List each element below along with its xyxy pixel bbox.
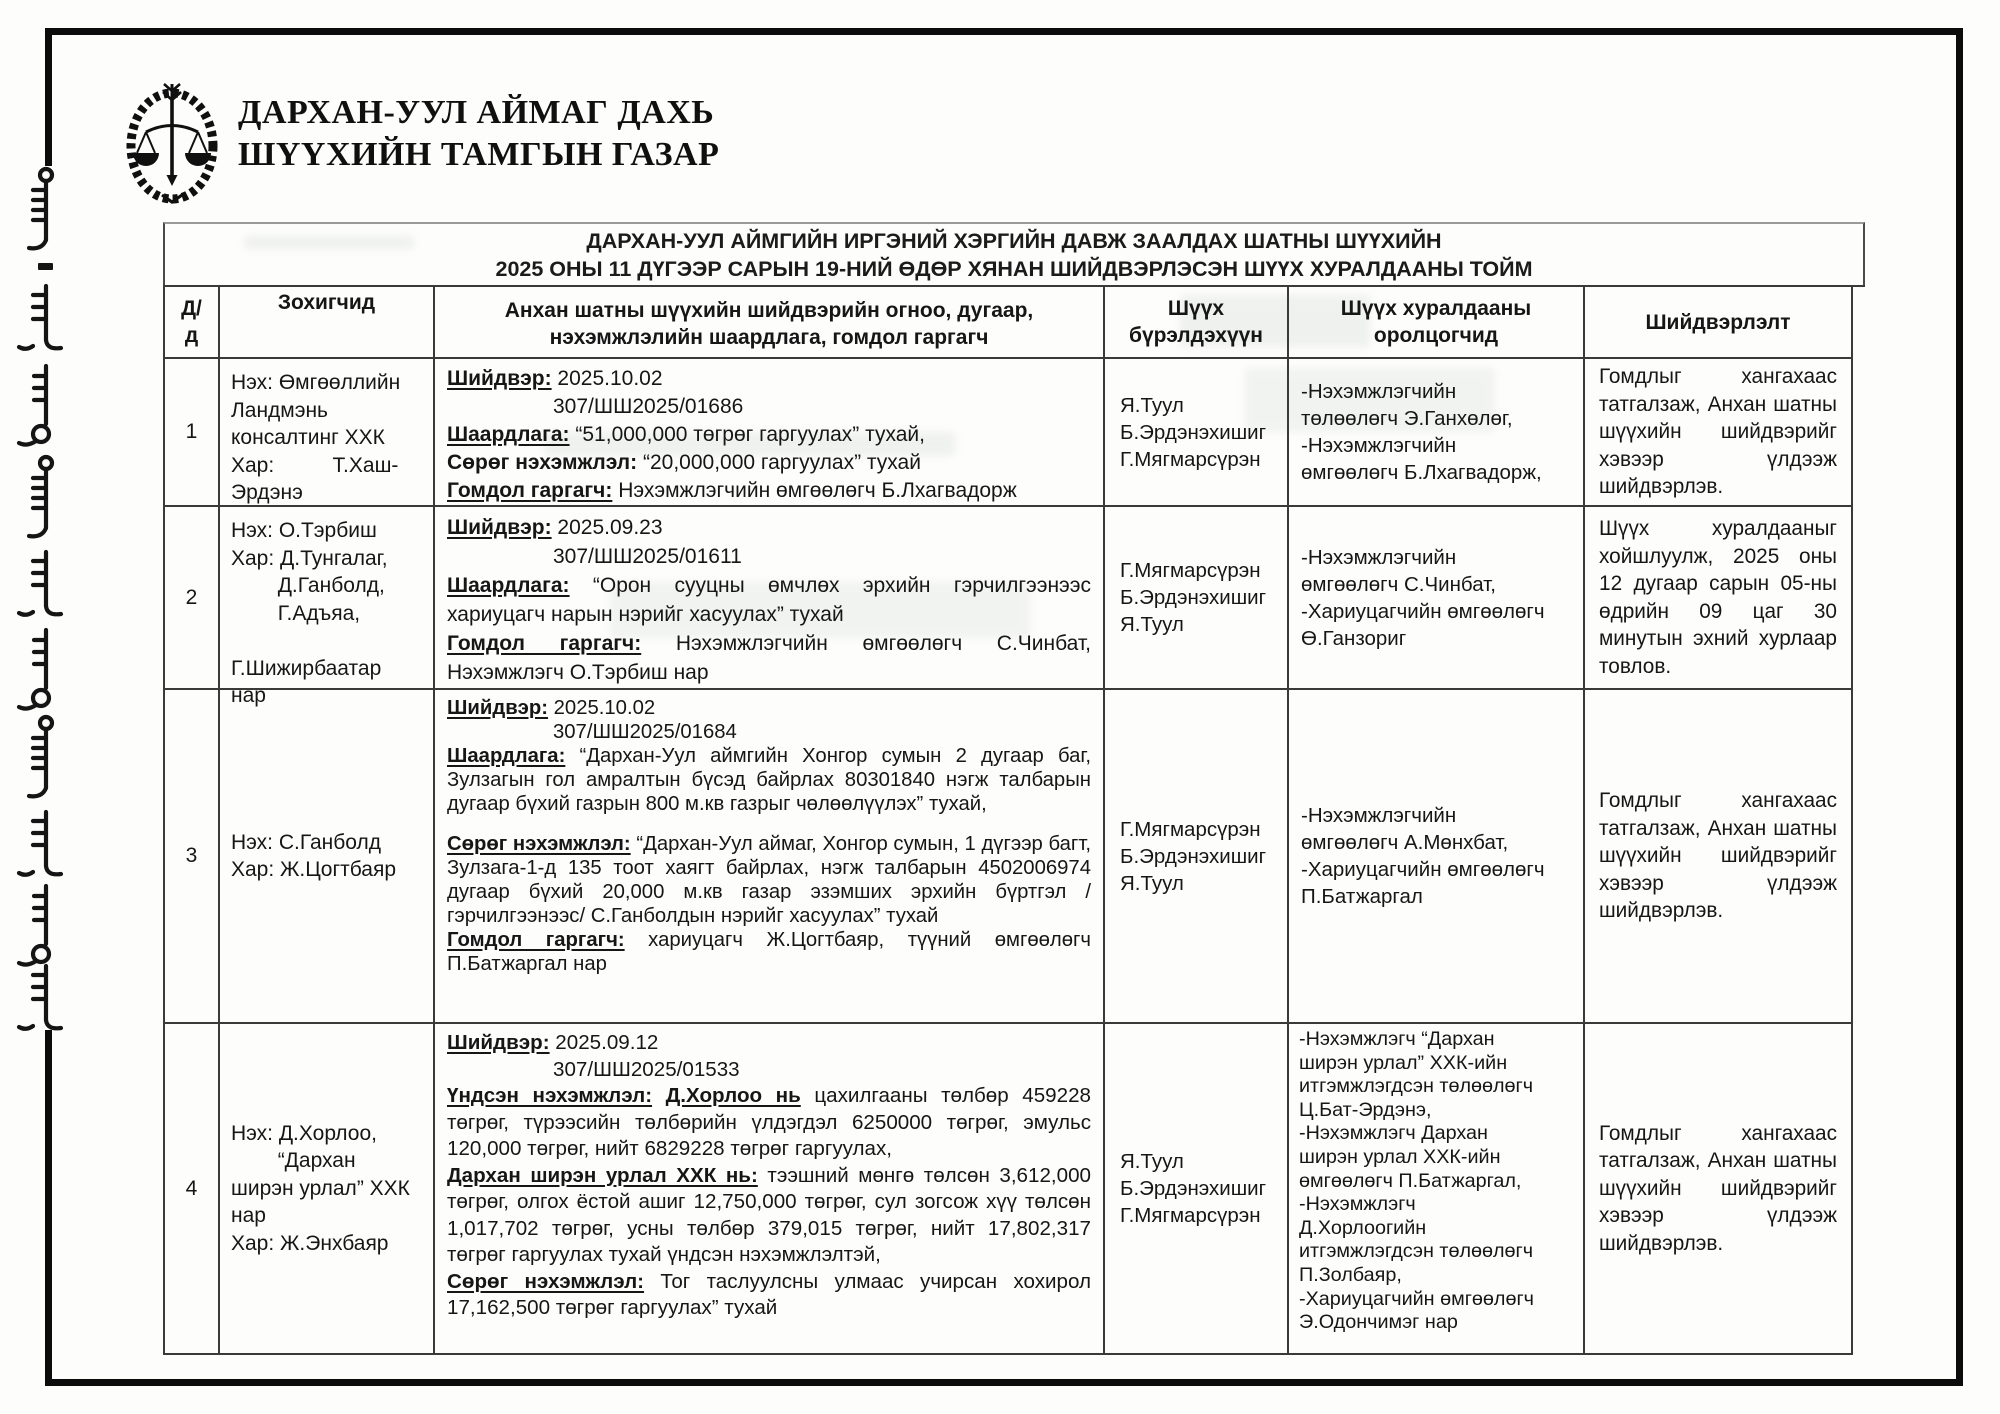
parties-cell-text: Нэх: Өмгөөллийн Ландмэнь консалтинг ХХК Хар: Т.Хаш- Эрдэнэ (231, 371, 401, 504)
resolution-cell-text: Гомдлыг хангахаас татгалзаж, Анхан шатны шүүхийн шийдвэрийг хэвээр үлдээж шийдвэрлэв. (1599, 365, 1837, 499)
text-segment: цахилгааны төлбөр 459228 төгрөг, түрээсийн төлбөрийн үлдэгдэл 6250000 төгрөг, эмульс 120,000 төгрөг, нийт 6829228 төгрөг гаргуулах, (447, 1084, 1091, 1160)
table-title-line2: 2025 ОНЫ 11 ДҮГЭЭР САРЫН 19-НИЙ ӨДӨР ХЯНАН ШИЙДВЭРЛЭСЭН ШҮҮХ ХУРАЛДААНЫ ТОЙМ (495, 256, 1533, 281)
row-number-text: 2 (185, 585, 198, 609)
col-header-decision: Анхан шатны шүүхийн шийдвэрийн огноо, дугаар, нэхэмжлэлийн шаардлага, гомдол гаргагч (435, 287, 1105, 359)
row-number (165, 690, 220, 1024)
decision-line (447, 629, 1091, 687)
resolution-cell-text: Гомдлыг хангахаас татгалзаж, Анхан шатны шүүхийн шийдвэрийг хэвээр үлдээж шийдвэрлэв. (1599, 1121, 1837, 1255)
row-number (165, 359, 220, 507)
decision-cell (435, 359, 1105, 507)
text-segment: 307/ШШ2025/01611 (553, 545, 742, 568)
participants-cell-text: -Нэхэмжлэгчийн төлөөлөгч Э.Ганхөлөг, -Нэхэмжлэгчийн өмгөөлөгч Б.Лхагвадорж, (1301, 380, 1542, 484)
panel-cell (1105, 1024, 1289, 1355)
organization-name (238, 92, 719, 176)
parties-cell (220, 690, 435, 1024)
text-segment: “20,000,000 гаргуулах” тухай (637, 451, 921, 474)
parties-cell-text: Нэх: Д.Хорлоо, “Дархан ширэн урлал” ХХК нар Хар: Ж.Энхбаяр (231, 1121, 410, 1255)
text-segment: Шийдвэр: (447, 697, 549, 719)
text-segment: 307/ШШ2025/01686 (553, 395, 744, 418)
decision-line (447, 1269, 1091, 1322)
decision-line (447, 513, 1091, 542)
decision-line (447, 928, 1091, 976)
text-segment: Тог таслуулсны улмаас учирсан хохирол 17,162,500 төгрөг гаргуулах” тухай (447, 1269, 1092, 1319)
decision-line (447, 365, 1091, 393)
resolution-cell-text: Гомдлыг хангахаас татгалзаж, Анхан шатны шүүхийн шийдвэрийг хэвээр үлдээж шийдвэрлэв. (1599, 789, 1837, 923)
decision-line (447, 720, 1091, 744)
table-title-line1: ДАРХАН-УУЛ АЙМГИЙН ИРГЭНИЙ ХЭРГИЙН ДАВЖ ЗААЛДАХ ШАТНЫ ШҮҮХИЙН (586, 228, 1442, 253)
resolution-cell (1585, 359, 1853, 507)
text-segment: 2025.10.02 (548, 697, 656, 719)
text-segment: Гомдол гаргагч: (447, 632, 642, 655)
text-segment: Сөрөг нэхэмжлэл: (447, 1269, 645, 1293)
resolution-cell (1585, 507, 1853, 690)
text-segment: Шийдвэр: (447, 1031, 550, 1054)
row-number-text: 4 (185, 1176, 198, 1200)
decision-line (447, 832, 1091, 928)
text-segment: Шийдвэр: (447, 367, 552, 390)
row-number (165, 507, 220, 690)
resolution-cell-text: Шүүх хуралдааныг хойшлуулж, 2025 оны 12 дугаар сарын 05-ны өдрийн 09 цаг 30 минутын эхний хурлаар товлов. (1599, 517, 1837, 678)
decision-line (447, 542, 1091, 571)
panel-cell-text: Г.Мягмарсүрэн Б.Эрдэнэхишиг Я.Туул (1120, 559, 1267, 636)
col-header-parties: Зохигчид (220, 287, 435, 359)
panel-cell (1105, 690, 1289, 1024)
resolution-cell (1585, 690, 1853, 1024)
decision-cell (435, 507, 1105, 690)
decision-line (447, 1057, 1091, 1084)
parties-cell (220, 1024, 435, 1355)
parties-cell-text: Нэх: С.Ганболд Хар: Ж.Цогтбаяр (231, 830, 397, 881)
text-segment: “Орон сууцны өмчлөх эрхийн гэрчилгээнээс хариуцагч нарын нэрийг хасуулах” тухай (447, 574, 1091, 626)
decision-cell (435, 690, 1105, 1024)
text-segment: хариуцагч Ж.Цогтбаяр, түүний өмгөөлөгч П.Батжаргал нар (447, 929, 1091, 975)
col-header-number: Д/ д (165, 287, 220, 359)
panel-cell (1105, 359, 1289, 507)
text-segment: Шаардлага: (447, 423, 570, 446)
text-segment: 2025.10.02 (551, 367, 663, 390)
text-segment: “51,000,000 төгрөг гаргуулах” тухай, (569, 423, 925, 446)
org-name-line2: ШҮҮХИЙН ТАМГЫН ГАЗАР (238, 136, 720, 173)
text-segment: Дархан ширэн урлал ХХК нь: (447, 1163, 758, 1187)
decision-line (447, 1083, 1091, 1163)
text-segment: Үндсэн нэхэмжлэл: (447, 1084, 653, 1107)
col-header-panel: Шүүх бүрэлдэхүүн (1105, 287, 1289, 359)
text-segment: Шийдвэр: (447, 516, 552, 539)
text-segment: Нэхэмжлэгчийн өмгөөлөгч С.Чинбат, Нэхэмжлэгч О.Тэрбиш нар (447, 632, 1091, 684)
decision-line (447, 477, 1091, 505)
table-title (163, 222, 1865, 285)
row-number-text: 1 (185, 420, 198, 443)
row-number-text: 3 (185, 844, 198, 867)
court-logo-scales-icon (124, 78, 220, 206)
panel-cell-text: Г.Мягмарсүрэн Б.Эрдэнэхишиг Я.Туул (1120, 817, 1267, 895)
text-segment: Сөрөг нэхэмжлэл: (447, 451, 638, 474)
col-header-participants: Шүүх хуралдааны оролцогчид (1289, 287, 1585, 359)
decision-line (447, 1030, 1091, 1057)
parties-cell (220, 507, 435, 707)
text-segment: Шаардлага: (447, 574, 570, 597)
resolution-cell (1585, 1024, 1853, 1355)
text-segment: тээшний мөнгө төлсөн 3,612,000 төгрөг, олгох ёстой ашиг 12,750,000 төгрөг, сул зогсож хүү төлсөн 1,017,702 төгрөг, усны төлбөр 379,015 төгрөг, нийт 17,802,317 төгрөг гаргуулах тухай үндсэн нэхэмжлэлтэй, (447, 1163, 1091, 1266)
panel-cell-text: Я.Туул Б.Эрдэнэхишиг Г.Мягмарсүрэн (1120, 393, 1267, 471)
parties-cell (220, 359, 435, 507)
text-segment: “Дархан-Уул аймгийн Хонгор сумын 2 дугаар баг, Зулзагын гол амралтын бүсэд байрлах 80301840 нэгж талбарын дугаар бүхий газрын 800 м.кв газрыг чөлөөлүүлэх” тухай, (447, 745, 1091, 815)
text-segment: Д.Хорлоо нь (665, 1084, 801, 1107)
text-segment: Сөрөг нэхэмжлэл: (447, 833, 631, 855)
text-segment: Гомдол гаргагч: (447, 479, 613, 502)
participants-cell-text: -Нэхэмжлэгч “Дархан ширэн урлал” ХХК-ийн итгэмжлэгдсэн төлөөлөгч Ц.Бат-Эрдэнэ, -Нэхэмжлэгч Дархан ширэн урлал ХХК-ийн өмгөөлөгч П.Батжаргал, -Нэхэмжлэгч Д.Хорлоогийн итгэмжлэгдсэн төлөөлөгч П.Золбаяр, -Хариуцагчийн өмгөөлөгч Э.Одончимэг нар (1299, 1028, 1534, 1334)
decision-line (447, 1163, 1091, 1269)
participants-cell (1289, 690, 1585, 1024)
org-name-line1: ДАРХАН-УУЛ АЙМАГ ДАХЬ (238, 94, 715, 131)
panel-cell-text: Я.Туул Б.Эрдэнэхишиг Г.Мягмарсүрэн (1120, 1150, 1267, 1227)
participants-cell (1289, 507, 1585, 690)
court-hearing-summary-table (163, 222, 1865, 1355)
decision-line (447, 393, 1091, 421)
text-segment: Нэхэмжлэгчийн өмгөөлөгч Б.Лхагвадорж (612, 479, 1017, 502)
mongolian-vertical-script-decoration (8, 166, 86, 1034)
text-segment: Гомдол гаргагч: (447, 929, 625, 951)
text-segment: 2025.09.23 (551, 516, 663, 539)
decision-line (447, 744, 1091, 816)
participants-cell-text: -Нэхэмжлэгчийн өмгөөлөгч А.Мөнхбат, -Хариуцагчийн өмгөөлөгч П.Батжаргал (1301, 804, 1545, 908)
text-segment: 307/ШШ2025/01684 (553, 721, 737, 743)
text-segment: 2025.09.12 (549, 1031, 659, 1054)
participants-cell-text: -Нэхэмжлэгчийн өмгөөлөгч С.Чинбат, -Хариуцагчийн өмгөөлөгч Ө.Ганзориг (1301, 545, 1545, 650)
text-segment: “Дархан-Уул аймаг, Хонгор сумын, 1 дүгээр багт, Зулзага-1-д 135 тоот хаягт байрлах, нэгж талбарын 4502006974 дугаар бүхий 20,000 м.кв газар эзэмших эрхийн бүртгэл /гэрчилгээнээс/ С.Ганболдын нэрийг хасуулах” тухай (447, 833, 1091, 927)
participants-cell (1289, 359, 1585, 507)
decision-cell (435, 1024, 1105, 1355)
table-grid (163, 285, 1865, 1355)
text-segment: 307/ШШ2025/01533 (553, 1057, 740, 1081)
decision-line (447, 571, 1091, 629)
row-number (165, 1024, 220, 1355)
decision-line (447, 449, 1091, 477)
blank-line (447, 816, 1091, 832)
parties-cell-text: Нэх: О.Тэрбиш Хар: Д.Тунгалаг, Д.Ганболд, Г.Адъяа, Г.Шижирбаатар нар (231, 519, 388, 707)
text-segment: Шаардлага: (447, 745, 566, 767)
text-segment (652, 1084, 666, 1107)
panel-cell (1105, 507, 1289, 690)
decision-line (447, 421, 1091, 449)
participants-cell (1289, 1024, 1585, 1355)
col-header-resolution: Шийдвэрлэлт (1585, 287, 1853, 359)
decision-line (447, 696, 1091, 720)
